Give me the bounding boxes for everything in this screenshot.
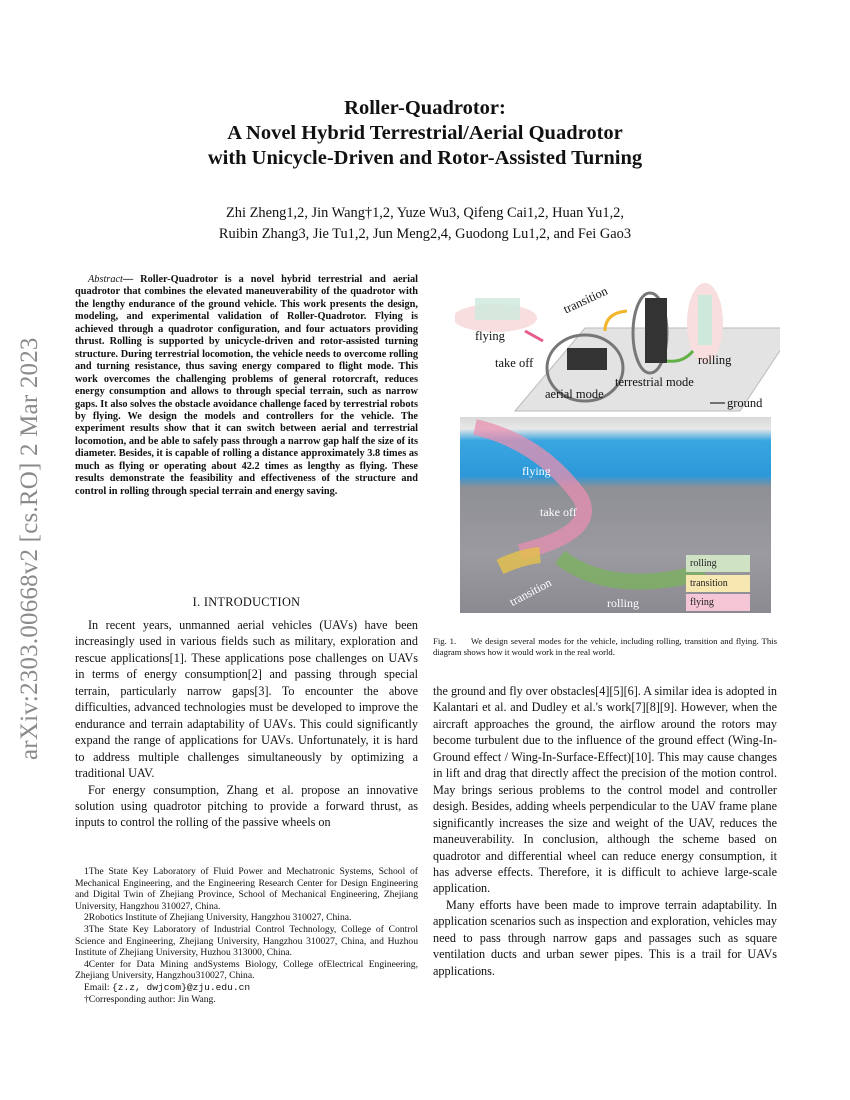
label-aerial-mode: aerial mode xyxy=(545,387,604,401)
figure-caption xyxy=(433,636,777,658)
paragraph: the ground and fly over obstacles[4][5][6]. A similar idea is adopted in Kalantari et al. and Dudley et al.'s work[7][8][9]. However, when the aircraft approaches the ground, the airflow around the rotors may become turbulent due to the influence of the ground effect (Wing-In-Ground effect / Wing-In-Surface-Effect)[10]. This may cause changes in lift and drag that directly affect the precision of the motion control. May brings serious problems to the control model and controller desigh. Besides, adding wheels perpendicular to the UAV frame plane significantly increases the size and weight of the UAV, reduces the maneuverability. In conclusion, although the scheme based on quadrotor and differential wheel can reduce energy consumption, it has adverse effects. Therefore, it is difficult to achieve large-scale application. xyxy=(433,684,777,896)
label-transition: transition xyxy=(561,283,610,317)
legend-rolling: rolling xyxy=(686,555,750,572)
paper-title xyxy=(0,96,850,171)
section-heading-introduction: I. INTRODUCTION xyxy=(192,595,301,609)
corresponding-author: †Corresponding author: Jin Wang. xyxy=(84,993,216,1005)
legend-flying: flying xyxy=(686,594,750,611)
mode-diagram-graphic xyxy=(455,283,780,413)
label-flying: flying xyxy=(475,329,505,343)
email-label: Email: xyxy=(84,981,112,993)
footnote-3: 3The State Key Laboratory of Industrial Control Technology, College of Control Science and Engineering, Zhejiang University, Hangzhou 310027, China, and Huzhou Institute of Zhejiang University, Huzhou 313000, China. xyxy=(75,923,418,959)
photo-label-flying: flying xyxy=(522,464,551,478)
caption-text: We design several modes for the vehicle, including rolling, transition and flying. This diagram shows how it would work in the real world. xyxy=(433,636,778,657)
label-ground: ground xyxy=(727,396,763,410)
paragraph: For energy consumption, Zhang et al. propose an innovative solution using quadrotor pitching to provide a forward thrust, as inputs to control the rolling of the passive wheels on xyxy=(75,782,418,830)
email-link[interactable]: {z.z, dwjcom}@zju.edu.cn xyxy=(111,981,251,993)
right-column-body xyxy=(433,683,777,979)
figure-experiment-photo xyxy=(460,417,771,613)
paragraph: Many efforts have been made to improve terrain adaptability. In application scenarios such as inspection and exploration, vehicles may need to pass through narrow gaps and passages such as square ventilation ducts and urban sewer pipes. This is a trail for UAVs applications. xyxy=(433,897,777,978)
abstract xyxy=(75,274,418,498)
caption-label: Fig. 1. xyxy=(433,636,457,646)
authors-line-1: Zhi Zheng1,2, Jin Wang†1,2, Yuze Wu3, Qifeng Cai1,2, Huan Yu1,2, xyxy=(226,205,624,221)
label-rolling: rolling xyxy=(698,353,732,367)
footnote-4: 4Center for Data Mining andSystems Biology, College ofElectrical Engineering, Zhejiang University, Hangzhou310027, China. xyxy=(75,958,418,982)
footnote-1: 1The State Key Laboratory of Fluid Power and Mechatronic Systems, School of Mechanical Engineering, and the Engineering Research Center for Design Engineering and Digital Twin of Zhejiang Province, School of Mechanical Engineering, Zhejiang University, Hangzhou 310027, China. xyxy=(75,866,418,912)
title-line-1: Roller-Quadrotor: xyxy=(344,97,506,119)
footnote-2: 2Robotics Institute of Zhejiang University, Hangzhou 310027, China. xyxy=(84,912,352,924)
paragraph: In recent years, unmanned aerial vehicles (UAVs) have been increasingly used in various fields such as military, exploration and rescue applications[1]. These applications pose challenges on UAVs in terms of energy consumption[2] and passing through special terrain, particularly narrow gaps[3]. To encounter the above difficulties, advanced technologies must be developed to improve the endurance and terrain adaptability of UAVs. This could significantly expand the range of applications for UAVs. Unfortunately, it is hard to address multiple challenges simultaneously by optimizing a traditional UAV. xyxy=(75,618,418,781)
photo-label-take-off: take off xyxy=(540,505,577,519)
title-line-3: with Unicycle-Driven and Rotor-Assisted Turning xyxy=(207,147,643,169)
photo-label-rolling: rolling xyxy=(607,596,639,610)
abstract-label: Abstract xyxy=(88,274,123,285)
authors xyxy=(0,203,850,245)
figure-mode-diagram xyxy=(455,283,780,413)
authors-line-2: Ruibin Zhang3, Jie Tu1,2, Jun Meng2,4, Guodong Lu1,2, and Fei Gao3 xyxy=(218,226,632,242)
left-column-body xyxy=(75,617,418,831)
legend-transition: transition xyxy=(686,575,750,592)
title-line-2: A Novel Hybrid Terrestrial/Aerial Quadrotor xyxy=(227,122,623,144)
arxiv-stamp: arXiv:2303.00668v2 [cs.RO] 2 Mar 2023 xyxy=(16,337,43,760)
label-take-off: take off xyxy=(495,356,534,370)
footnotes xyxy=(75,866,418,1005)
label-terrestrial-mode: terrestrial mode xyxy=(615,375,694,389)
abstract-text: — Roller-Quadrotor is a novel hybrid terrestrial and aerial quadrotor that combines the elevated maneuverability of the quadrotor with the lengthy endurance of the ground vehicle. This work presents the design, modeling, and experimental validation of Roller-Quadrotor. Flying is achieved through a quadrotor configuration, and four actuators providing thrust. Rolling is supported by unicycle-driven and rotor-assisted turning structure. During terrestrial locomotion, the vehicle needs to overcome rolling and turning resistance, thus saving energy compared to flight mode. This work overcomes the challenging problems of general rotorcraft, reduces energy consumption and allows to through special terrain, such as narrow gaps. It also solves the obstacle avoidance challenge faced by terrestrial robots by flying. We design the models and controllers for the vehicle. The experiment results show that it can switch between aerial and terrestrial locomotion, and be able to safely pass through a narrow gap half the size of its diameter. Besides, it is capable of rolling a distance approximately 3.8 times as much as flying or operating about 42.2 times as lengthy as flying. These results demonstrate the feasibility and effectiveness of the structure and control in rolling through special terrain and energy saving. xyxy=(75,274,418,497)
photo-label-transition: transition xyxy=(507,575,554,609)
